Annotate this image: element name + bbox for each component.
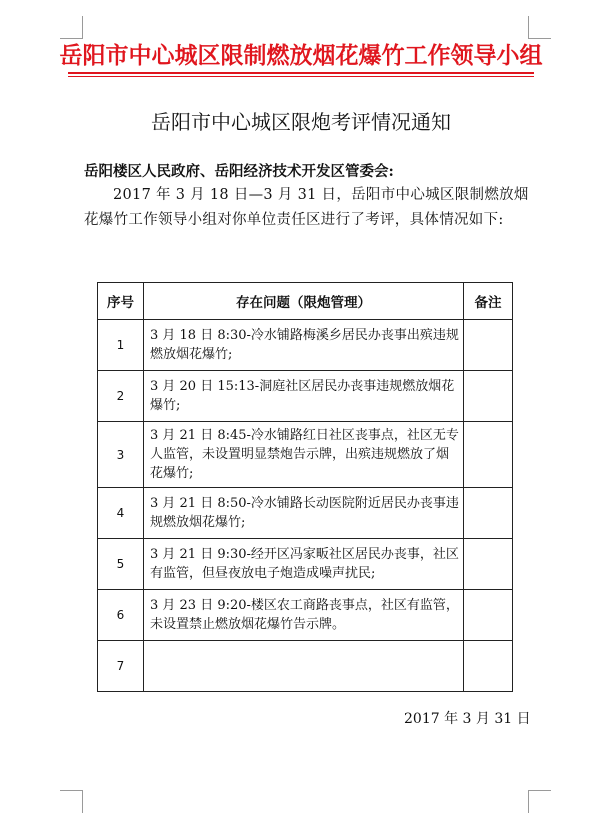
row-number: 4 (98, 488, 144, 539)
letterhead-rule (68, 72, 534, 74)
crop-mark-top-left (60, 16, 83, 39)
crop-mark-bottom-right (528, 790, 551, 813)
row-number: 3 (98, 422, 144, 488)
table-header-row (98, 283, 513, 320)
row-issue: 3 月 23 日 9:20-楼区农工商路丧事点，社区有监管，未设置禁止燃放烟花爆竹告示牌。 (144, 590, 464, 641)
table-row (98, 590, 513, 641)
row-issue: 3 月 18 日 8:30-冷水铺路梅溪乡居民办丧事出殡违规燃放烟花爆竹; (144, 320, 464, 371)
table-row (98, 320, 513, 371)
row-issue: 3 月 21 日 8:50-冷水铺路长动医院附近居民办丧事违规燃放烟花爆竹; (144, 488, 464, 539)
row-number: 6 (98, 590, 144, 641)
row-note (464, 371, 513, 422)
row-note (464, 320, 513, 371)
header-note: 备注 (464, 283, 513, 320)
body-paragraph: 2017 年 3 月 18 日—3 月 31 日，岳阳市中心城区限制燃放烟花爆竹工作领导小组对你单位责任区进行了考评，具体情况如下: (84, 187, 529, 228)
table-row (98, 422, 513, 488)
table-row (98, 641, 513, 692)
table-row (98, 539, 513, 590)
row-note (464, 539, 513, 590)
table-row (98, 488, 513, 539)
table-row (98, 371, 513, 422)
crop-mark-bottom-left (60, 790, 83, 813)
row-issue (144, 641, 464, 692)
row-number: 1 (98, 320, 144, 371)
row-note (464, 488, 513, 539)
letterhead-rule-thin (68, 76, 534, 77)
document-date: 2017 年 3 月 31 日 (404, 711, 531, 727)
row-note (464, 422, 513, 488)
row-note (464, 590, 513, 641)
row-issue: 3 月 21 日 9:30-经开区冯家畈社区居民办丧事，社区有监管，但昼夜放电子炮造成噪声扰民; (144, 539, 464, 590)
row-note (464, 641, 513, 692)
header-number: 序号 (98, 283, 144, 320)
crop-mark-top-right (528, 16, 551, 39)
letterhead-title: 岳阳市中心城区限制燃放烟花爆竹工作领导小组 (59, 43, 543, 69)
row-issue: 3 月 21 日 8:45-冷水铺路红日社区丧事点，社区无专人监管，未设置明显禁炮告示牌，出殡违规燃放了烟花爆竹; (144, 422, 464, 488)
addressee: 岳阳楼区人民政府、岳阳经济技术开发区管委会: (84, 163, 394, 180)
row-number: 7 (98, 641, 144, 692)
document-title: 岳阳市中心城区限炮考评情况通知 (151, 110, 451, 134)
row-number: 5 (98, 539, 144, 590)
issues-table (97, 282, 513, 692)
header-issue: 存在问题（限炮管理） (144, 283, 464, 320)
row-number: 2 (98, 371, 144, 422)
row-issue: 3 月 20 日 15:13-洞庭社区居民办丧事违规燃放烟花爆竹; (144, 371, 464, 422)
